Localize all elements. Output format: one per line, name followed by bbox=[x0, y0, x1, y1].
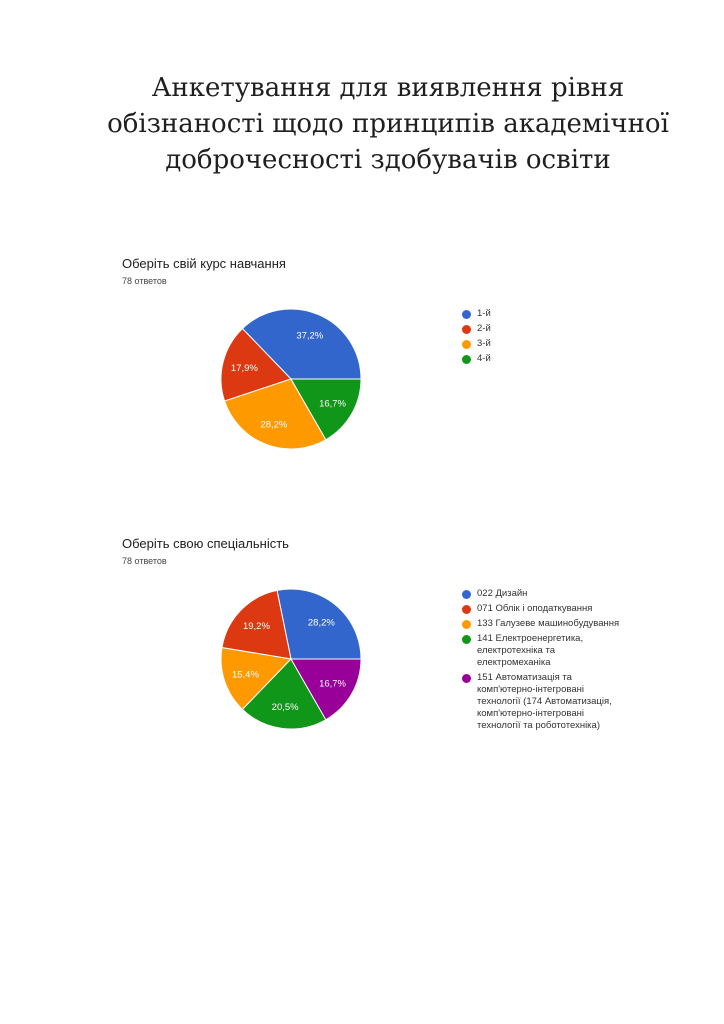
title-line: Анкетування для виявлення рівня bbox=[151, 73, 625, 103]
legend-item bbox=[462, 353, 627, 365]
legend-item bbox=[462, 672, 627, 732]
response-count: 78 ответов bbox=[122, 556, 167, 566]
chart-legend bbox=[462, 308, 627, 368]
slice-label: 16,7% bbox=[319, 398, 347, 410]
slice-label: 19,2% bbox=[242, 621, 270, 633]
slice-label: 20,5% bbox=[271, 702, 299, 714]
specialty-chart-block bbox=[0, 532, 724, 762]
legend-swatch-icon bbox=[462, 635, 471, 644]
legend-swatch-icon bbox=[462, 620, 471, 629]
legend-item bbox=[462, 633, 627, 669]
legend-swatch-icon bbox=[462, 674, 471, 683]
legend-label: 071 Облік і оподаткування bbox=[477, 603, 593, 614]
legend-swatch-icon bbox=[462, 355, 471, 364]
legend-item bbox=[462, 588, 627, 600]
pie-chart-specialty bbox=[200, 582, 380, 742]
legend-item bbox=[462, 308, 627, 320]
legend-label: 022 Дизайн bbox=[477, 588, 528, 599]
slice-label: 37,2% bbox=[296, 330, 324, 342]
legend-label: 141 Електроенергетика, електротехніка та електромеханіка bbox=[477, 633, 584, 668]
legend-label: 3-й bbox=[477, 338, 491, 349]
legend-label: 1-й bbox=[477, 308, 491, 319]
chart-title: Оберіть свій курс навчання bbox=[122, 256, 286, 271]
legend-item bbox=[462, 323, 627, 335]
chart-title: Оберіть свою спеціальність bbox=[122, 536, 289, 551]
slice-label: 28,2% bbox=[260, 419, 288, 431]
response-count: 78 ответов bbox=[122, 276, 167, 286]
legend-label: 133 Галузеве машинобудування bbox=[477, 618, 620, 629]
pie-chart-course bbox=[200, 302, 380, 462]
legend-swatch-icon bbox=[462, 310, 471, 319]
legend-item bbox=[462, 338, 627, 350]
title-line: обізнаності щодо принципів академічної bbox=[107, 109, 669, 139]
chart-legend bbox=[462, 588, 627, 735]
slice-label: 16,7% bbox=[319, 678, 347, 690]
legend-item bbox=[462, 603, 627, 615]
slice-label: 28,2% bbox=[307, 617, 335, 629]
course-chart-block bbox=[0, 252, 724, 482]
title-line: доброчесності здобувачів освіти bbox=[165, 145, 611, 175]
legend-label: 2-й bbox=[477, 323, 491, 334]
slice-label: 15,4% bbox=[231, 669, 259, 681]
legend-label: 151 Автоматизація та комп'ютерно-інтегровані технології (174 Автоматизація, комп'ютерно-інтегровані технології та робототехніка) bbox=[477, 672, 612, 731]
legend-swatch-icon bbox=[462, 590, 471, 599]
legend-swatch-icon bbox=[462, 605, 471, 614]
legend-item bbox=[462, 618, 627, 630]
document-title bbox=[70, 70, 706, 178]
legend-label: 4-й bbox=[477, 353, 491, 364]
legend-swatch-icon bbox=[462, 325, 471, 334]
slice-label: 17,9% bbox=[230, 363, 258, 374]
legend-swatch-icon bbox=[462, 340, 471, 349]
